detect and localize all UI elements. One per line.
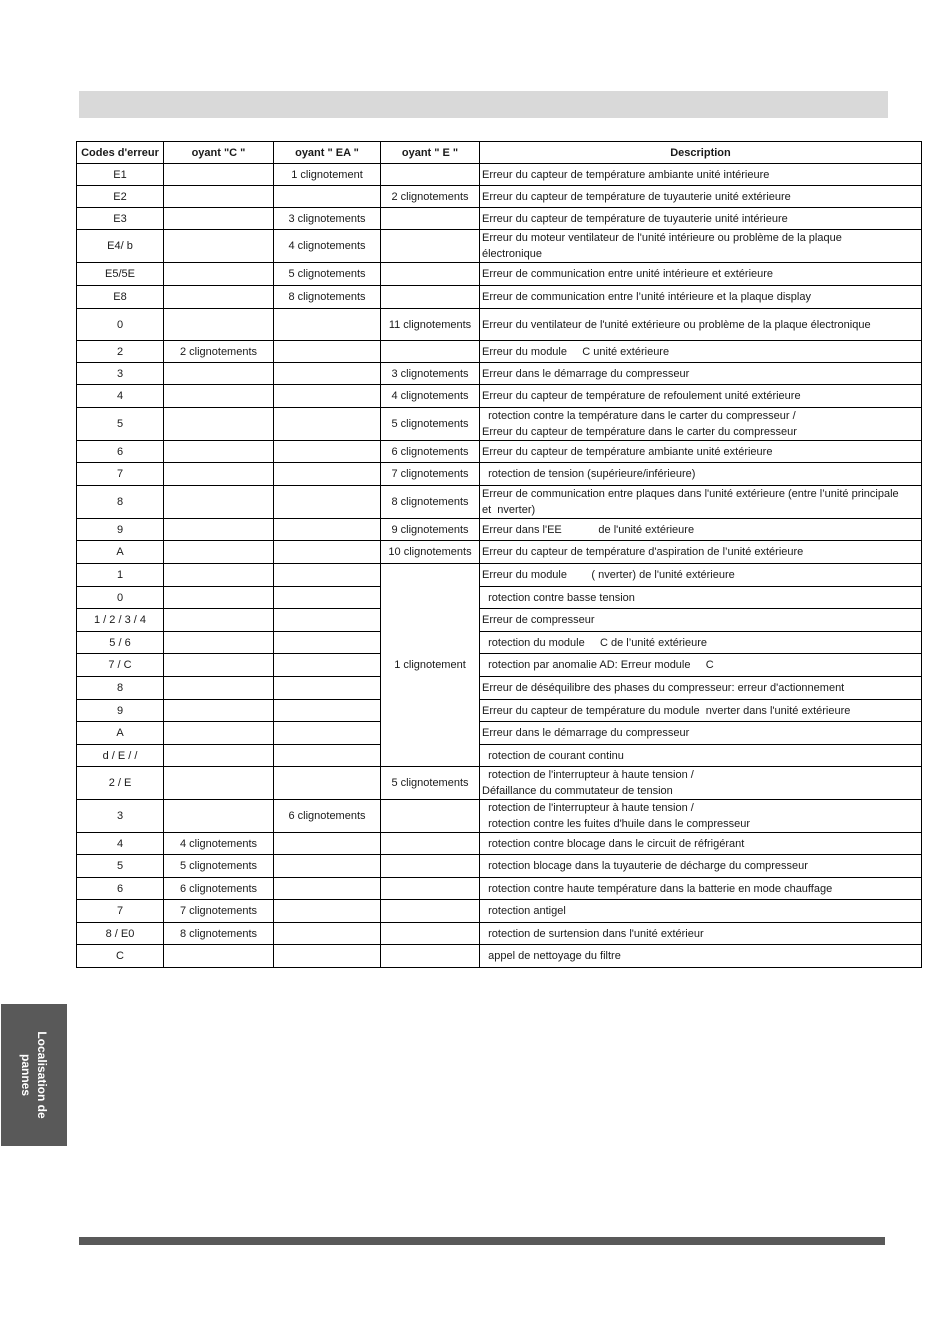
led-1-cell: [164, 441, 274, 463]
led-1-cell: [164, 164, 274, 186]
led-1-cell: [164, 945, 274, 968]
error-code-cell: 2 / E: [77, 767, 164, 800]
led-2-cell: 1 clignotement: [274, 164, 381, 186]
led-3-cell: 4 clignotements: [381, 385, 480, 408]
led-2-cell: [274, 945, 381, 968]
table-row: [77, 341, 922, 363]
table-row: [77, 722, 922, 745]
led-1-cell: [164, 654, 274, 677]
error-code-cell: E5/5E: [77, 263, 164, 286]
table-row: [77, 363, 922, 385]
side-tab-label: Localisation de pannes: [19, 1031, 49, 1119]
led-3-cell: [381, 341, 480, 363]
description-cell: Erreur de compresseur: [480, 609, 922, 632]
led-2-cell: [274, 833, 381, 855]
description-cell: Erreur du capteur de température de tuyauterie unité intérieure: [480, 208, 922, 230]
table-row: [77, 486, 922, 519]
led-3-cell: 11 clignotements: [381, 309, 480, 341]
led-2-cell: [274, 519, 381, 541]
error-code-cell: 6: [77, 878, 164, 900]
error-code-cell: 0: [77, 587, 164, 609]
led-3-cell: [381, 164, 480, 186]
section-side-tab: [1, 1004, 67, 1146]
description-cell: Erreur du capteur de température du module nverter dans l'unité extérieure: [480, 700, 922, 722]
table-row: [77, 587, 922, 609]
header-led-2: oyant " EA ": [274, 142, 381, 164]
error-code-cell: 5 / 6: [77, 632, 164, 654]
led-2-cell: 6 clignotements: [274, 800, 381, 833]
led-2-cell: [274, 654, 381, 677]
led-1-cell: [164, 700, 274, 722]
led-2-cell: [274, 463, 381, 486]
header-led-1: oyant "C ": [164, 142, 274, 164]
led-3-cell: [381, 878, 480, 900]
error-code-cell: 5: [77, 408, 164, 441]
led-2-cell: [274, 767, 381, 800]
table-row: [77, 408, 922, 441]
description-cell: rotection de courant continu: [480, 745, 922, 767]
led-3-cell: [381, 286, 480, 309]
led-2-cell: [274, 341, 381, 363]
description-cell: rotection de l'interrupteur à haute tension / rotection contre les fuites d'huile dans le compresseur: [480, 800, 922, 833]
led-1-cell: [164, 463, 274, 486]
description-cell: Erreur du capteur de température ambiante unité extérieure: [480, 441, 922, 463]
led-1-cell: 6 clignotements: [164, 878, 274, 900]
error-code-cell: 9: [77, 700, 164, 722]
error-code-cell: E4/ b: [77, 230, 164, 263]
led-2-cell: 3 clignotements: [274, 208, 381, 230]
table-row: [77, 385, 922, 408]
led-2-cell: [274, 745, 381, 767]
led-1-cell: [164, 486, 274, 519]
error-code-cell: d / E / /: [77, 745, 164, 767]
header-error-codes: Codes d'erreur: [77, 142, 164, 164]
description-cell: Erreur du module ( nverter) de l'unité extérieure: [480, 564, 922, 587]
table-row: [77, 519, 922, 541]
description-cell: appel de nettoyage du filtre: [480, 945, 922, 968]
error-code-cell: 9: [77, 519, 164, 541]
error-code-cell: 7: [77, 900, 164, 923]
error-code-cell: C: [77, 945, 164, 968]
description-cell: Erreur du moteur ventilateur de l'unité intérieure ou problème de la plaque électronique: [480, 230, 922, 263]
led-2-cell: [274, 632, 381, 654]
description-cell: Erreur dans l'EE de l'unité extérieure: [480, 519, 922, 541]
led-2-cell: [274, 900, 381, 923]
led-1-cell: [164, 722, 274, 745]
error-code-cell: 3: [77, 363, 164, 385]
description-cell: Erreur du capteur de température d'aspiration de l’unité extérieure: [480, 541, 922, 564]
led-2-cell: [274, 722, 381, 745]
description-cell: rotection blocage dans la tuyauterie de décharge du compresseur: [480, 855, 922, 878]
table-row: [77, 632, 922, 654]
description-cell: Erreur du capteur de température ambiante unité intérieure: [480, 164, 922, 186]
led-2-cell: [274, 408, 381, 441]
error-code-cell: 7: [77, 463, 164, 486]
led-1-cell: 2 clignotements: [164, 341, 274, 363]
table-row: [77, 654, 922, 677]
description-cell: Erreur du capteur de température de tuyauterie unité extérieure: [480, 186, 922, 208]
error-code-cell: A: [77, 541, 164, 564]
led-2-cell: [274, 855, 381, 878]
description-cell: rotection contre haute température dans la batterie en mode chauffage: [480, 878, 922, 900]
description-cell: Erreur dans le démarrage du compresseur: [480, 363, 922, 385]
description-cell: rotection de tension (supérieure/inférieure): [480, 463, 922, 486]
led-2-cell: [274, 309, 381, 341]
description-cell: Erreur de communication entre unité intérieure et extérieure: [480, 263, 922, 286]
led-2-cell: [274, 564, 381, 587]
error-code-cell: A: [77, 722, 164, 745]
led-1-cell: [164, 208, 274, 230]
led-3-cell: [381, 923, 480, 945]
description-cell: rotection contre basse tension: [480, 587, 922, 609]
error-code-cell: E3: [77, 208, 164, 230]
table-row: [77, 541, 922, 564]
error-code-cell: 2: [77, 341, 164, 363]
led-1-cell: [164, 541, 274, 564]
led-2-cell: [274, 923, 381, 945]
led-1-cell: [164, 186, 274, 208]
error-code-cell: 8: [77, 677, 164, 700]
led-3-cell: 7 clignotements: [381, 463, 480, 486]
table-row: [77, 609, 922, 632]
table-header-row: [77, 142, 922, 164]
led-1-cell: 7 clignotements: [164, 900, 274, 923]
description-cell: Erreur du capteur de température de refoulement unité extérieure: [480, 385, 922, 408]
table-row: [77, 800, 922, 833]
error-code-cell: E8: [77, 286, 164, 309]
led-2-cell: 8 clignotements: [274, 286, 381, 309]
description-cell: Erreur du ventilateur de l'unité extérieure ou problème de la plaque électronique: [480, 309, 922, 341]
table-row: [77, 700, 922, 722]
led-1-cell: [164, 745, 274, 767]
description-cell: rotection antigel: [480, 900, 922, 923]
led-2-cell: 5 clignotements: [274, 263, 381, 286]
description-cell: Erreur de déséquilibre des phases du compresseur: erreur d'actionnement: [480, 677, 922, 700]
description-cell: Erreur de communication entre plaques dans l'unité extérieure (entre l’unité principale et nverter): [480, 486, 922, 519]
led-1-cell: [164, 263, 274, 286]
error-code-cell: 1 / 2 / 3 / 4: [77, 609, 164, 632]
led-1-cell: [164, 609, 274, 632]
led-3-cell: 1 clignotement: [381, 564, 480, 767]
error-code-cell: 6: [77, 441, 164, 463]
description-cell: Erreur dans le démarrage du compresseur: [480, 722, 922, 745]
description-cell: rotection de l'interrupteur à haute tension / Défaillance du commutateur de tension: [480, 767, 922, 800]
table-row: [77, 286, 922, 309]
led-3-cell: 5 clignotements: [381, 408, 480, 441]
led-2-cell: [274, 363, 381, 385]
led-2-cell: [274, 677, 381, 700]
led-2-cell: [274, 186, 381, 208]
led-1-cell: [164, 632, 274, 654]
led-1-cell: [164, 800, 274, 833]
led-3-cell: 9 clignotements: [381, 519, 480, 541]
header-description: Description: [480, 142, 922, 164]
table-row: [77, 230, 922, 263]
error-code-cell: 0: [77, 309, 164, 341]
led-3-cell: 10 clignotements: [381, 541, 480, 564]
table-row: [77, 208, 922, 230]
led-1-cell: 5 clignotements: [164, 855, 274, 878]
led-3-cell: [381, 900, 480, 923]
led-3-cell: 5 clignotements: [381, 767, 480, 800]
table-row: [77, 263, 922, 286]
led-2-cell: 4 clignotements: [274, 230, 381, 263]
description-cell: rotection contre la température dans le carter du compresseur / Erreur du capteur de température dans le carter du compresseur: [480, 408, 922, 441]
led-1-cell: 4 clignotements: [164, 833, 274, 855]
footer-bar: [79, 1237, 885, 1245]
led-1-cell: 8 clignotements: [164, 923, 274, 945]
led-3-cell: [381, 263, 480, 286]
error-code-cell: 1: [77, 564, 164, 587]
led-3-cell: [381, 800, 480, 833]
error-code-cell: 8 / E0: [77, 923, 164, 945]
led-2-cell: [274, 441, 381, 463]
description-cell: rotection du module C de l’unité extérieure: [480, 632, 922, 654]
led-2-cell: [274, 587, 381, 609]
led-1-cell: [164, 286, 274, 309]
table-row: [77, 677, 922, 700]
led-3-cell: 8 clignotements: [381, 486, 480, 519]
led-1-cell: [164, 677, 274, 700]
led-1-cell: [164, 385, 274, 408]
led-1-cell: [164, 309, 274, 341]
led-2-cell: [274, 878, 381, 900]
table-row: [77, 767, 922, 800]
description-cell: rotection par anomalie AD: Erreur module C: [480, 654, 922, 677]
error-code-cell: E2: [77, 186, 164, 208]
header-bar: [79, 91, 888, 118]
led-1-cell: [164, 519, 274, 541]
led-1-cell: [164, 230, 274, 263]
led-1-cell: [164, 408, 274, 441]
header-led-3: oyant " E ": [381, 142, 480, 164]
led-2-cell: [274, 700, 381, 722]
table-row: [77, 945, 922, 968]
error-code-cell: 7 / C: [77, 654, 164, 677]
led-3-cell: [381, 208, 480, 230]
led-3-cell: 6 clignotements: [381, 441, 480, 463]
error-code-cell: 3: [77, 800, 164, 833]
led-2-cell: [274, 486, 381, 519]
led-3-cell: [381, 945, 480, 968]
led-2-cell: [274, 541, 381, 564]
table-row: [77, 878, 922, 900]
led-1-cell: [164, 767, 274, 800]
table-row: [77, 900, 922, 923]
table-row: [77, 463, 922, 486]
table-row: [77, 564, 922, 587]
led-2-cell: [274, 385, 381, 408]
table-row: [77, 309, 922, 341]
error-code-cell: 8: [77, 486, 164, 519]
description-cell: Erreur du module C unité extérieure: [480, 341, 922, 363]
table-row: [77, 745, 922, 767]
description-cell: rotection de surtension dans l'unité extérieur: [480, 923, 922, 945]
led-1-cell: [164, 564, 274, 587]
error-code-cell: E1: [77, 164, 164, 186]
led-3-cell: 3 clignotements: [381, 363, 480, 385]
led-2-cell: [274, 609, 381, 632]
error-code-cell: 4: [77, 833, 164, 855]
error-code-cell: 4: [77, 385, 164, 408]
led-3-cell: [381, 855, 480, 878]
table-row: [77, 186, 922, 208]
error-codes-table: [76, 141, 922, 968]
description-cell: rotection contre blocage dans le circuit de réfrigérant: [480, 833, 922, 855]
table-row: [77, 833, 922, 855]
led-1-cell: [164, 587, 274, 609]
led-3-cell: 2 clignotements: [381, 186, 480, 208]
table-row: [77, 441, 922, 463]
led-3-cell: [381, 230, 480, 263]
table-row: [77, 923, 922, 945]
table-row: [77, 855, 922, 878]
table-row: [77, 164, 922, 186]
error-code-cell: 5: [77, 855, 164, 878]
led-3-cell: [381, 833, 480, 855]
led-1-cell: [164, 363, 274, 385]
description-cell: Erreur de communication entre l’unité intérieure et la plaque display: [480, 286, 922, 309]
